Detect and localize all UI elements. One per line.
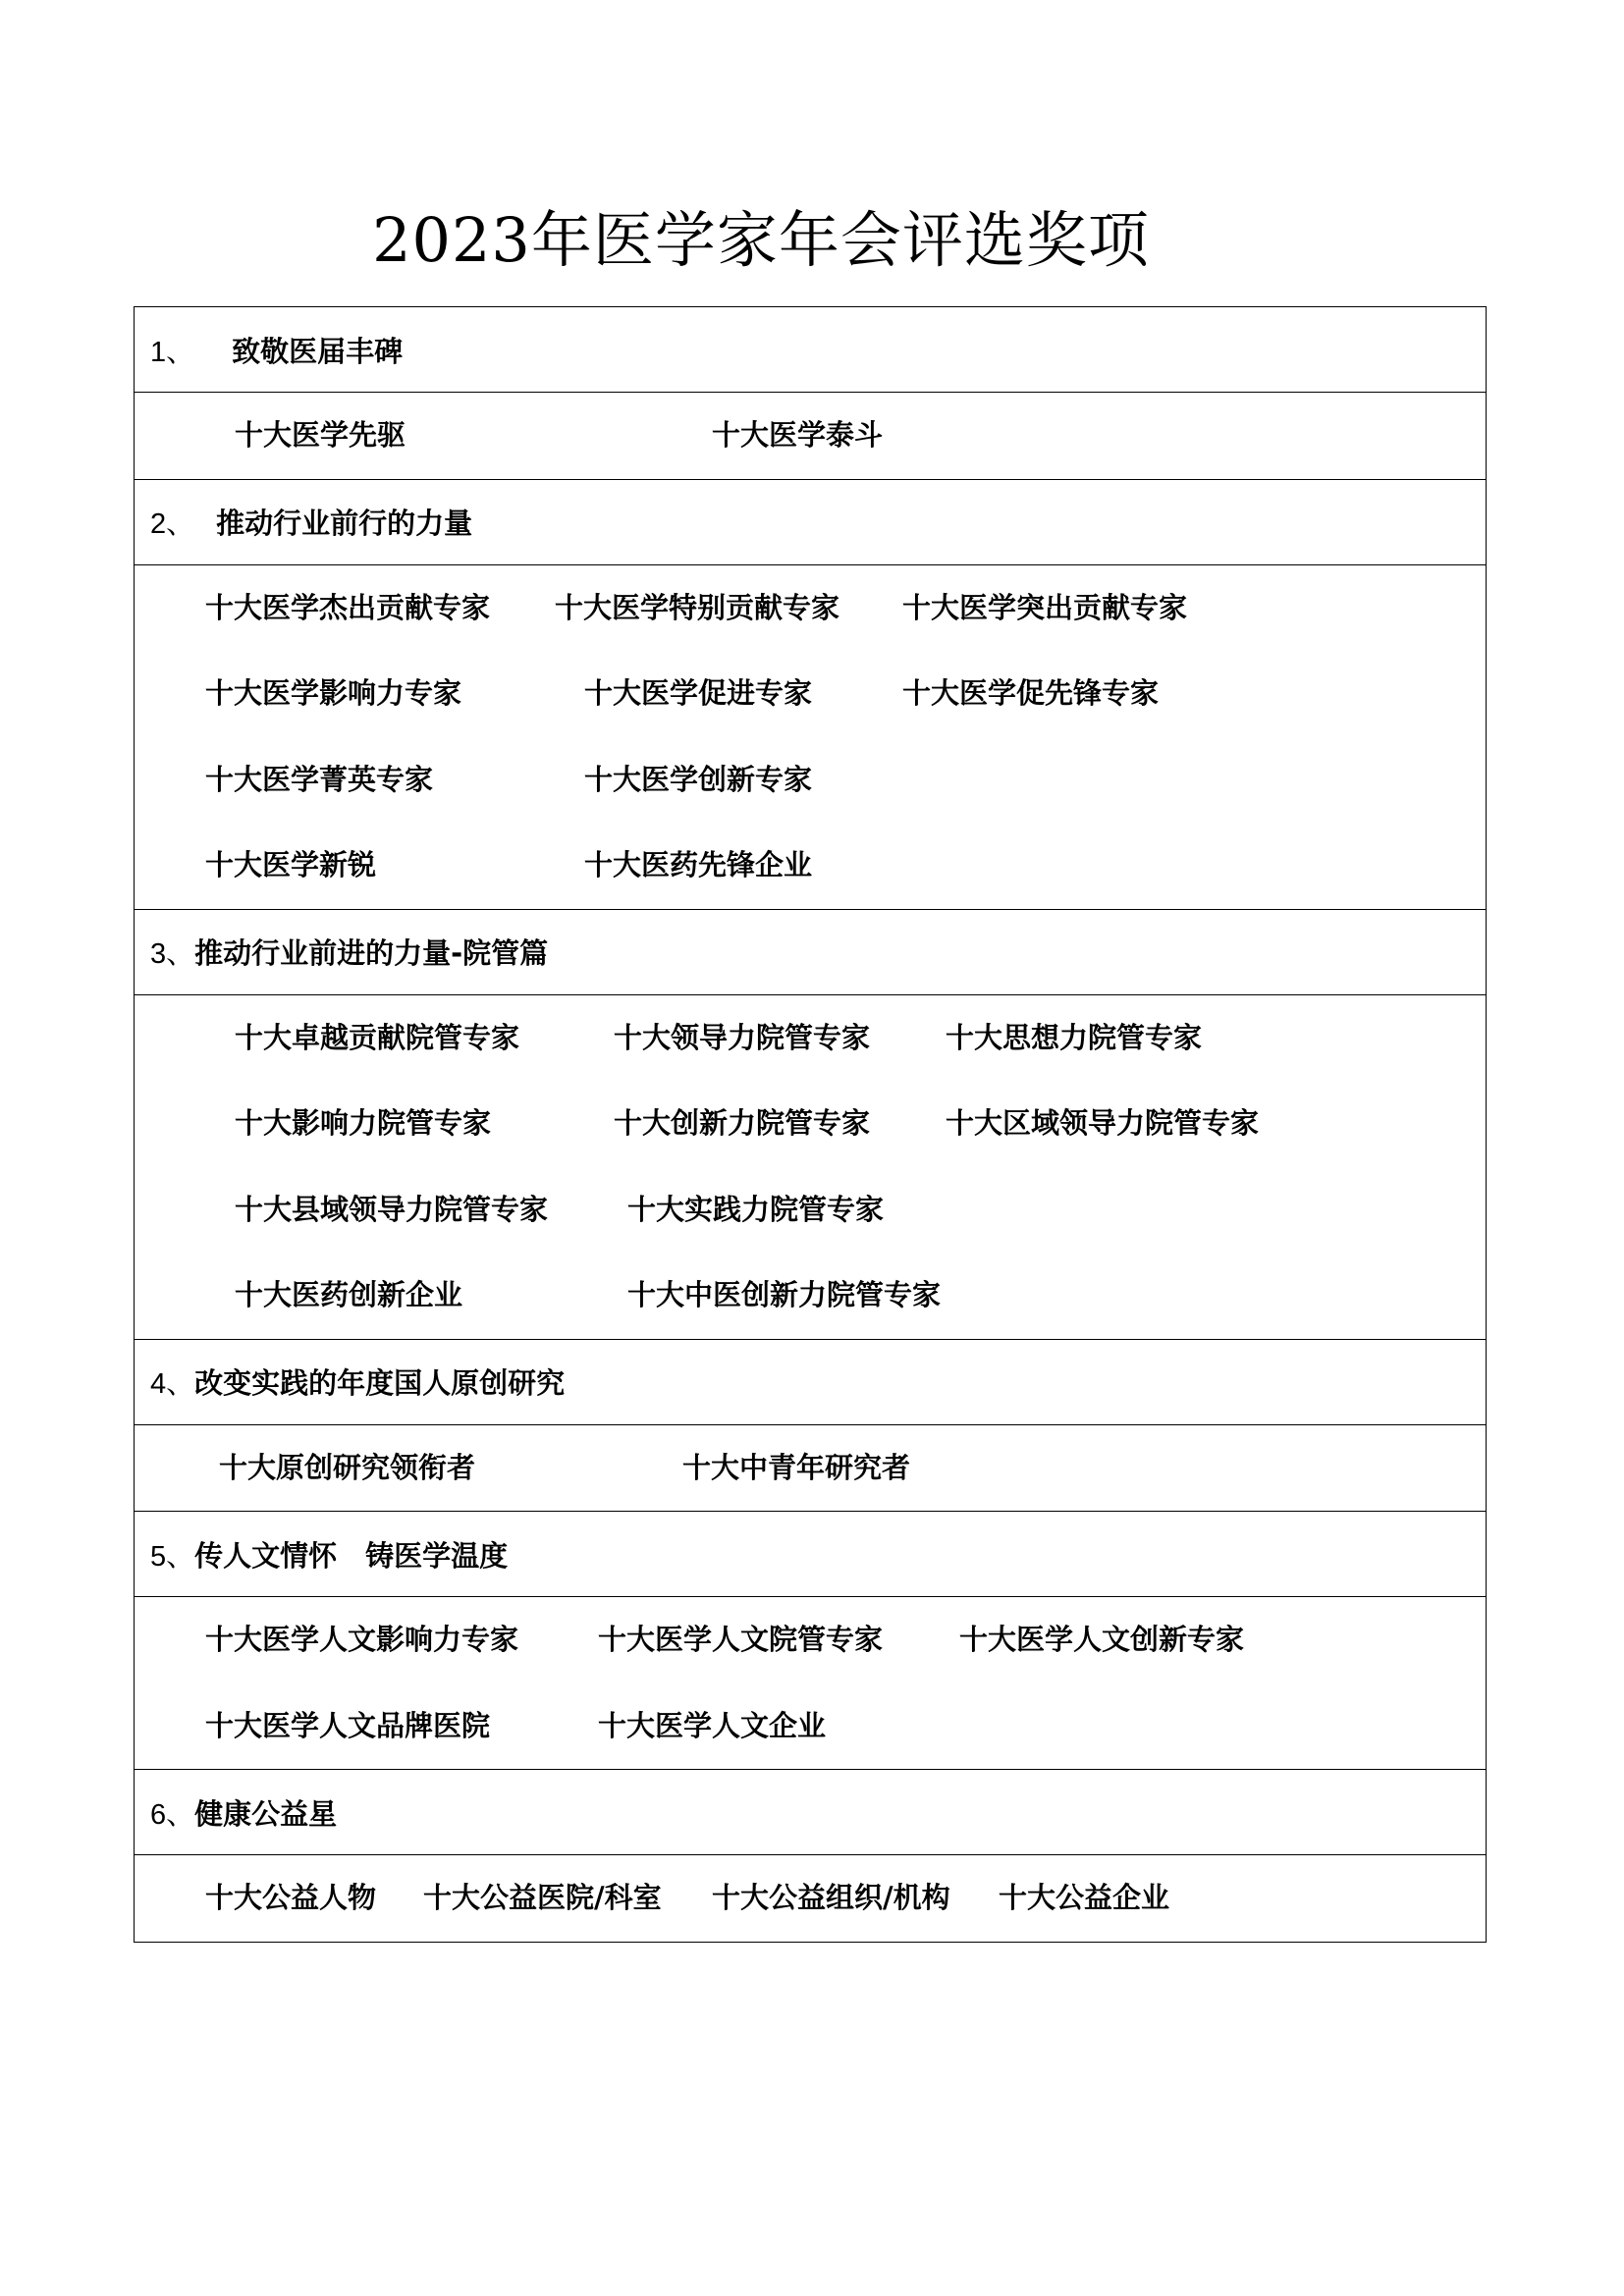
award-item: 十大医药先锋企业 xyxy=(584,848,813,881)
award-item: 十大区域领导力院管专家 xyxy=(946,1106,1260,1140)
section-number: 1、 xyxy=(150,336,195,368)
section-1-header xyxy=(135,307,1486,393)
section-title: 改变实践的年度国人原创研究 xyxy=(194,1366,566,1400)
section-4-body xyxy=(135,1425,1486,1513)
award-row xyxy=(135,651,1486,737)
section-4-header xyxy=(135,1340,1486,1425)
section-5-header xyxy=(135,1512,1486,1597)
award-row xyxy=(135,1597,1486,1683)
award-item: 十大医学人文企业 xyxy=(598,1708,827,1742)
award-item: 十大医学促先锋专家 xyxy=(902,676,1160,710)
section-6-header xyxy=(135,1770,1486,1855)
section-number: 5、 xyxy=(150,1540,195,1573)
section-5-body xyxy=(135,1597,1486,1770)
section-3-header xyxy=(135,910,1486,995)
section-1-body xyxy=(135,393,1486,480)
section-6-body xyxy=(135,1855,1486,1942)
award-item: 十大医学突出贡献专家 xyxy=(902,590,1188,624)
award-item: 十大县域领导力院管专家 xyxy=(235,1192,549,1226)
award-item: 十大医学促进专家 xyxy=(584,676,813,710)
award-item: 十大领导力院管专家 xyxy=(614,1020,871,1054)
award-item: 十大医学人文品牌医院 xyxy=(205,1708,491,1742)
award-row xyxy=(135,1855,1486,1942)
award-item: 十大公益医院/科室 xyxy=(423,1881,662,1914)
section-number: 6、 xyxy=(150,1798,195,1831)
section-title: 致敬医届丰碑 xyxy=(232,334,404,368)
award-item: 十大医学杰出贡献专家 xyxy=(205,590,491,624)
award-item: 十大原创研究领衔者 xyxy=(219,1450,476,1484)
award-item: 十大卓越贡献院管专家 xyxy=(235,1020,520,1054)
award-row xyxy=(135,995,1486,1082)
award-row xyxy=(135,1425,1486,1512)
section-title: 推动行业前进的力量-院管篇 xyxy=(194,936,549,970)
awards-table xyxy=(134,306,1487,1943)
award-item: 十大中青年研究者 xyxy=(682,1450,911,1484)
award-item: 十大医学泰斗 xyxy=(712,418,884,452)
award-row xyxy=(135,1253,1486,1339)
section-number: 3、 xyxy=(150,938,195,970)
award-item: 十大医药创新企业 xyxy=(235,1278,463,1311)
award-item: 十大医学特别贡献专家 xyxy=(555,590,840,624)
award-item: 十大医学影响力专家 xyxy=(205,676,462,710)
award-row xyxy=(135,393,1486,479)
award-row xyxy=(135,1081,1486,1167)
section-title: 推动行业前行的力量 xyxy=(216,507,473,540)
award-item: 十大公益企业 xyxy=(999,1881,1170,1914)
award-row xyxy=(135,737,1486,824)
section-number: 2、 xyxy=(150,508,195,540)
award-row xyxy=(135,823,1486,909)
page-title: 2023年医学家年会评选奖项 xyxy=(372,204,1150,276)
award-item: 十大创新力院管专家 xyxy=(614,1106,871,1140)
section-2-header xyxy=(135,480,1486,565)
award-item: 十大医学创新专家 xyxy=(584,762,813,796)
award-item: 十大医学菁英专家 xyxy=(205,762,434,796)
section-title: 健康公益星 xyxy=(194,1796,338,1831)
award-item: 十大医学新锐 xyxy=(205,848,377,881)
award-row xyxy=(135,565,1486,652)
award-item: 十大思想力院管专家 xyxy=(946,1020,1203,1054)
award-item: 十大公益组织/机构 xyxy=(712,1881,950,1914)
award-row xyxy=(135,1683,1486,1770)
award-item: 十大医学先驱 xyxy=(235,418,406,452)
award-item: 十大影响力院管专家 xyxy=(235,1106,492,1140)
section-number: 4、 xyxy=(150,1368,195,1400)
award-item: 十大中医创新力院管专家 xyxy=(627,1278,942,1311)
award-item: 十大医学人文院管专家 xyxy=(598,1623,884,1656)
award-row xyxy=(135,1167,1486,1254)
section-2-body xyxy=(135,565,1486,910)
section-3-body xyxy=(135,995,1486,1340)
award-item: 十大实践力院管专家 xyxy=(627,1192,885,1226)
award-item: 十大公益人物 xyxy=(205,1881,377,1914)
award-item: 十大医学人文创新专家 xyxy=(959,1623,1245,1656)
award-item: 十大医学人文影响力专家 xyxy=(205,1623,519,1656)
section-title: 传人文情怀 铸医学温度 xyxy=(194,1538,509,1573)
